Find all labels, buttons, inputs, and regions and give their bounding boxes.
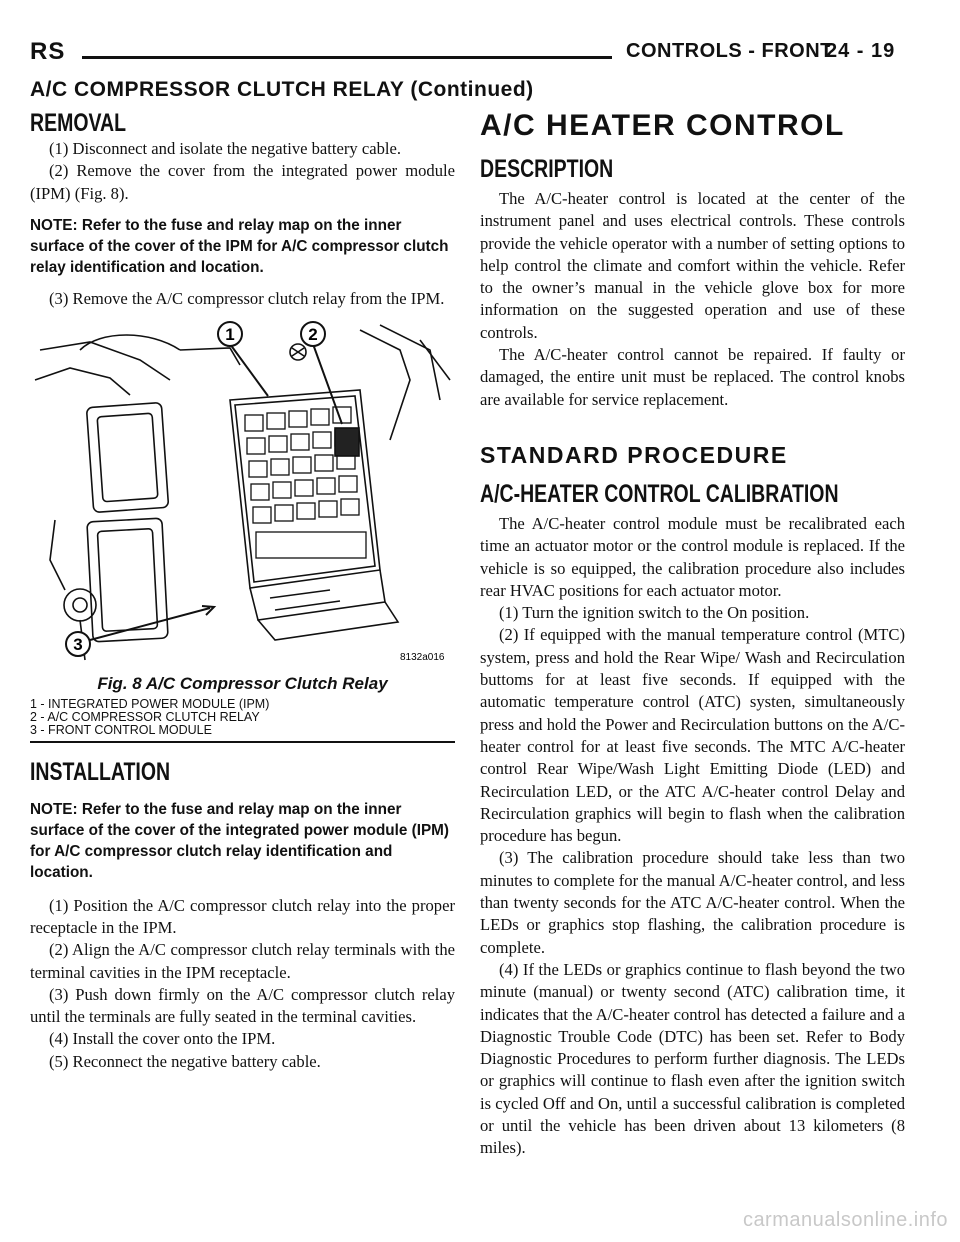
page-number: 24 - 19 — [826, 40, 896, 62]
removal-step: (3) Remove the A/C compressor clutch relay from the IPM. — [49, 288, 445, 308]
calibration-paragraph: (2) If equipped with the manual temperature control (MTC) system, press and hold the Rear Wipe/ Wash and Recirculation buttoms for at least five seconds. If equipped with the automatic temperature control (ATC) systen, simultaneously press and hold the Power and Recirculation buttons on the A/C-heater control for at least five seconds. The MTC A/C-heater control Rear Wipe/Wash Light Emitting Diode (LED) and Recirculation LED, or the ATC A/C-heater control Delay and Recirculation graphics will begin to flash when the calibration procedure has begun. — [480, 625, 905, 846]
figure-legend-item: 3 - FRONT CONTROL MODULE — [30, 723, 212, 738]
description-heading: DESCRIPTION — [480, 155, 614, 183]
removal-heading: REMOVAL — [30, 109, 127, 137]
removal-step: (1) Disconnect and isolate the negative battery cable. — [49, 139, 402, 158]
relay-line-drawing — [30, 320, 455, 672]
calibration-paragraph: (4) If the LEDs or graphics continue to flash beyond the two minute (manual) or twenty second (ATC) calibration time, it indicates that the A/C-heater control has detected a failure and a Diagnostic Trouble Code (DTC) has been set. Refer to Body Diagnostic Procedures to perform further diagnosis. The LEDs or graphics will continue to flash even after the ignition switch is cycled Off and On, until a successful calibration is completed or until the vehicle has been driven about 13 kilometers (8 miles). — [480, 959, 905, 1158]
section-title: A/C HEATER CONTROL — [480, 109, 845, 142]
calibration-paragraph: The A/C-heater control module must be recalibrated each time an actuator motor or the control module is replaced. If the vehicle is so equipped, the calibration procedure also includes rear HVAC positions for each actuator motor. — [480, 513, 905, 600]
callout-1: 1 — [225, 325, 235, 345]
removal-note: NOTE: Refer to the fuse and relay map on the inner surface of the cover of the IPM for A/C compressor clutch relay identification and location. — [30, 216, 449, 276]
callout-2: 2 — [308, 325, 318, 345]
description-paragraph: The A/C-heater control cannot be repaired. If faulty or damaged, the entire unit must be replaced. The control knobs are available for service replacement. — [480, 345, 905, 409]
description-paragraph: The A/C-heater control is located at the center of the instrument panel and uses electrical controls. These controls provide the vehicle operator with a number of setting options to help control the climate and comfort within the vehicle. Refer to the owner’s manual in the vehicle glove box for more information on the suggested operation and use of these controls. — [480, 189, 905, 342]
figure-rule — [30, 741, 455, 743]
right-column — [480, 108, 905, 1160]
figure-legend-item: 1 - INTEGRATED POWER MODULE (IPM) — [30, 697, 270, 712]
figure-code: 8132a016 — [400, 652, 445, 664]
calibration-paragraph: (3) The calibration procedure should take less than two minutes to complete for the manual A/C-heater control, and less than twenty seconds for the ATC A/C-heater control. When the LEDs or graphics stop flashing, the calibration procedure is complete. — [480, 848, 905, 957]
removal-step: (2) Remove the cover from the integrated power module (IPM) (Fig. 8). — [30, 161, 455, 203]
callout-3: 3 — [73, 635, 83, 655]
figure-8-illustration — [30, 320, 455, 672]
installation-step: (3) Push down firmly on the A/C compressor clutch relay until the terminals are fully seated in the terminal cavities. — [30, 984, 455, 1027]
header-rule — [82, 56, 612, 59]
standard-procedure-heading: STANDARD PROCEDURE — [480, 441, 788, 468]
watermark: carmanualsonline.info — [742, 1209, 948, 1231]
installation-step: (2) Align the A/C compressor clutch relay terminals with the terminal cavities in the IPM receptacle. — [30, 940, 455, 982]
installation-note: NOTE: Refer to the fuse and relay map on the inner surface of the cover of the integrated power module (IPM) for A/C compressor clutch relay identification and location. — [30, 800, 450, 881]
installation-step: (1) Position the A/C compressor clutch relay into the proper receptacle in the IPM. — [30, 895, 455, 937]
installation-heading: INSTALLATION — [30, 757, 171, 786]
figure-legend-item: 2 - A/C COMPRESSOR CLUTCH RELAY — [30, 710, 260, 725]
calibration-heading: A/C-HEATER CONTROL CALIBRATION — [480, 479, 839, 508]
figure-caption: Fig. 8 A/C Compressor Clutch Relay — [97, 674, 388, 694]
continued-title: A/C COMPRESSOR CLUTCH RELAY (Continued) — [30, 78, 534, 101]
installation-step: (5) Reconnect the negative battery cable. — [49, 1051, 321, 1071]
left-column — [30, 108, 455, 1073]
header-section-title: CONTROLS - FRONT — [626, 40, 833, 62]
installation-step: (4) Install the cover onto the IPM. — [49, 1029, 276, 1049]
calibration-paragraph: (1) Turn the ignition switch to the On position. — [499, 603, 810, 623]
header-section-code: RS — [30, 38, 66, 65]
